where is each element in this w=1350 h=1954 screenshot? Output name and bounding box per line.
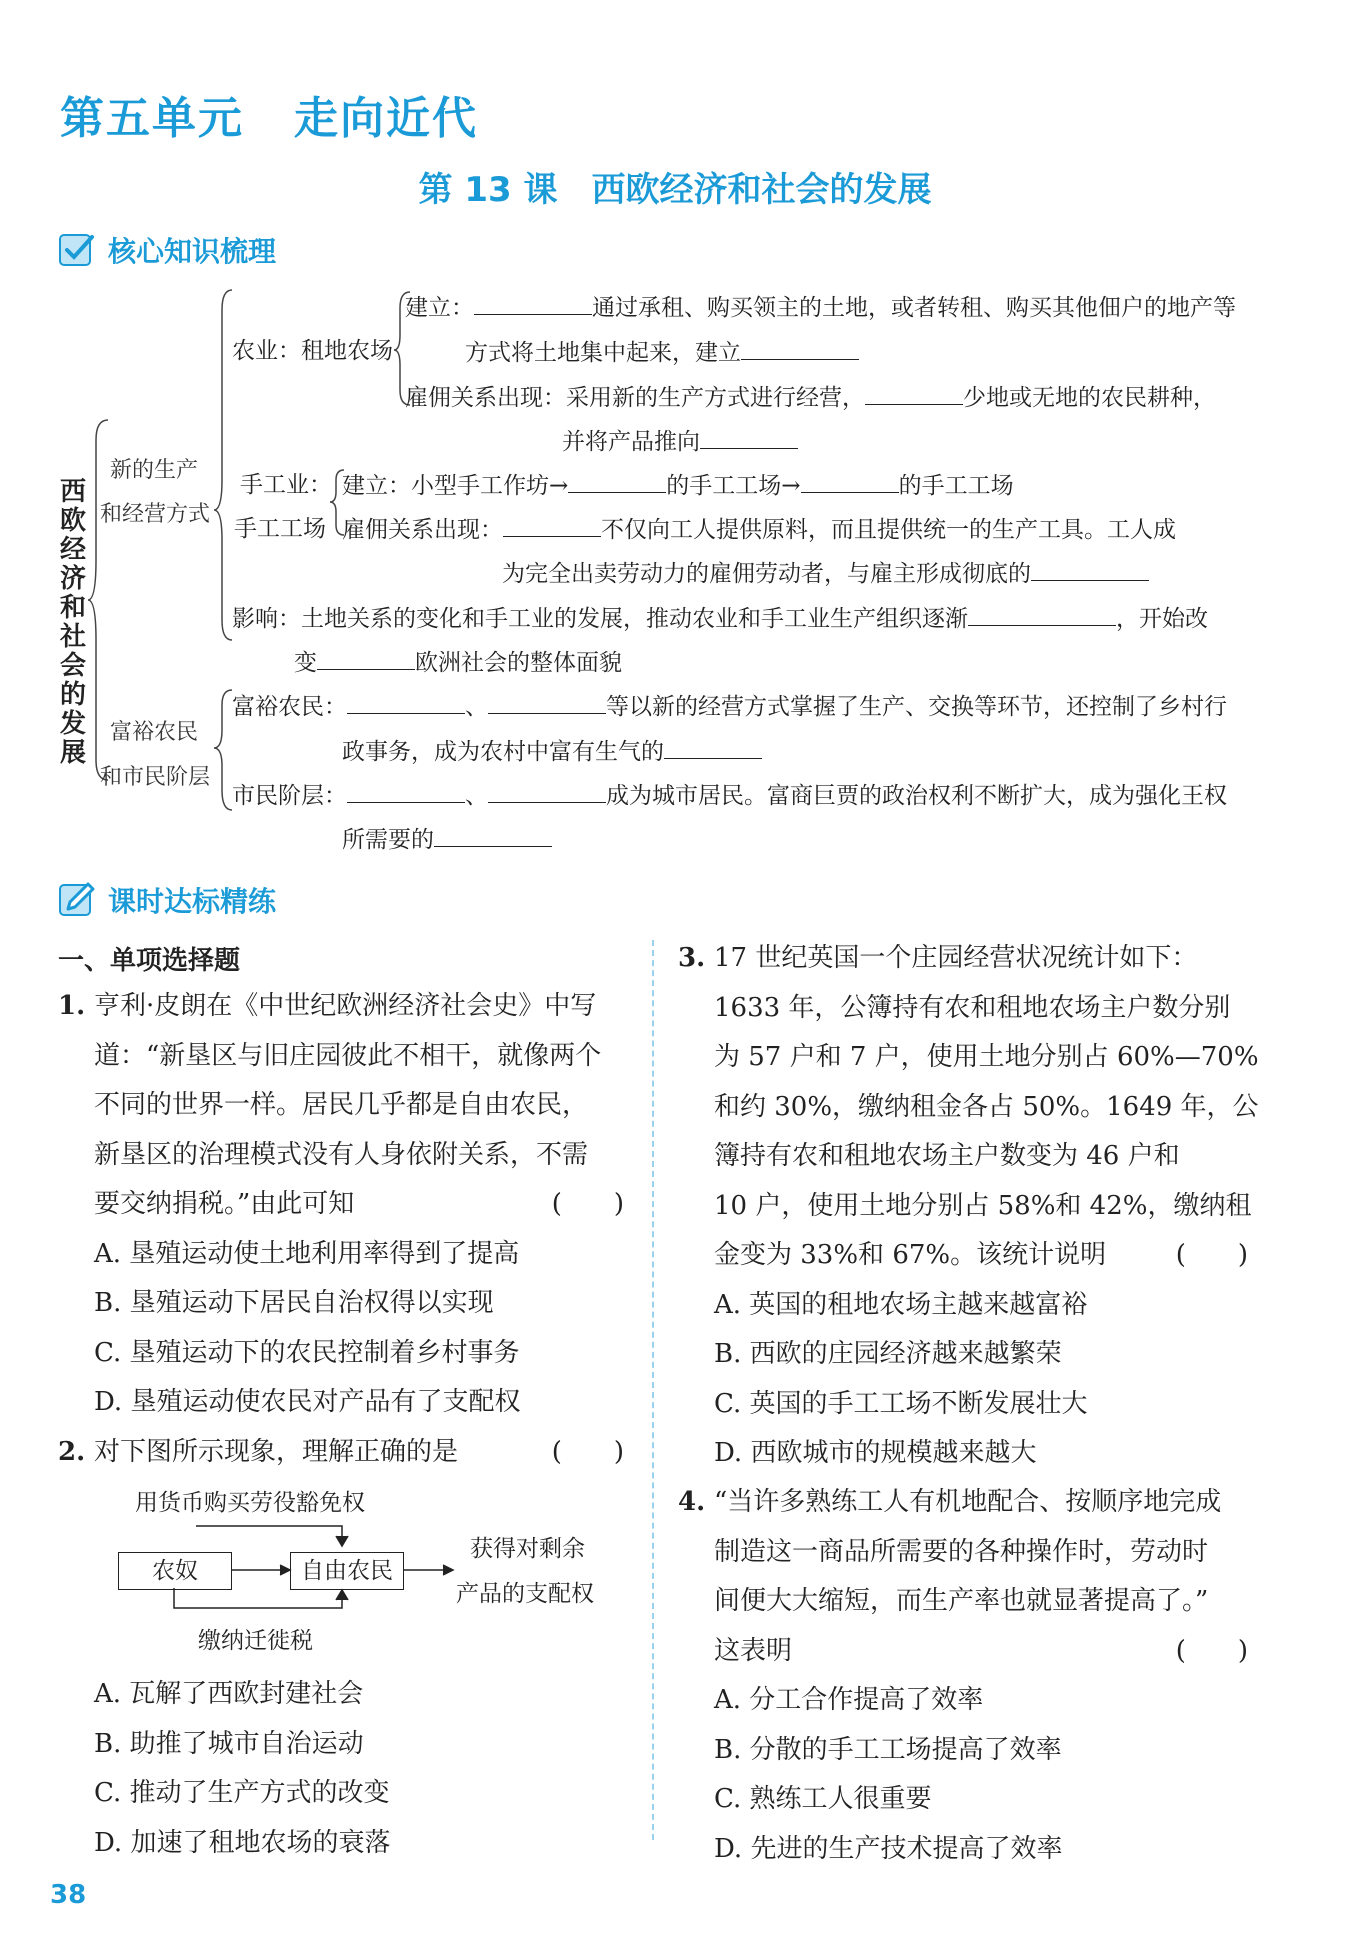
impact-line: 影响：土地关系的变化和手工业的发展，推动农业和手工业生产组织逐渐 ，开始改 xyxy=(232,601,1208,634)
lesson-number: 第 13 课 xyxy=(418,170,558,210)
column-divider xyxy=(652,940,654,1840)
hand-label-2: 手工工场 xyxy=(234,516,326,542)
fill-blank[interactable] xyxy=(434,822,552,847)
section-title: 课时达标精练 xyxy=(108,885,277,918)
question-number: 2. xyxy=(58,1437,86,1467)
option-d[interactable]: D. 先进的生产技术提高了效率 xyxy=(714,1833,1063,1864)
page-number: 38 xyxy=(50,1880,87,1910)
branch-label-classes-2: 和市民阶层 xyxy=(100,765,211,790)
unit-number: 第五单元 xyxy=(60,93,244,144)
diagram-label-right-2: 产品的支配权 xyxy=(456,1581,594,1607)
option-b[interactable]: B. 垦殖运动下居民自治权得以实现 xyxy=(94,1288,494,1318)
option-a[interactable]: A. 垦殖运动使土地利用率得到了提高 xyxy=(94,1238,520,1269)
option-c[interactable]: C. 熟练工人很重要 xyxy=(714,1784,932,1814)
branch-label-production: 新的生产 xyxy=(110,458,199,483)
answer-parens[interactable]: ( ) xyxy=(551,1437,624,1467)
diagram-label-right: 获得对剩余 xyxy=(470,1536,585,1562)
fill-blank[interactable] xyxy=(317,645,415,670)
option-c[interactable]: C. 英国的手工工场不断发展壮大 xyxy=(714,1388,1088,1419)
question-3: 3. 17 世纪英国一个庄园经营状况统计如下： 1633 年，公簿持有农和租地农场主户数分别 为 57 户和 7 户，使用土地分别占 60%—70% 和约 30%，缴纳租金各占 50%。1649 年，公 簿持有农和租地农场主户数变为 46 户和 10 户，使用土地分别占 58%和 42%，缴纳租 金变为 33%和 67%。该统计说明 ( ) A. 英国的租地农场主越来越富裕 B. 西欧的庄园经济越来越繁荣 C. 英国的手工工场不断发展壮大 D. 西欧城市的规模越来越大 xyxy=(678,934,1248,1479)
fill-blank[interactable] xyxy=(865,380,963,405)
pencil-icon xyxy=(58,881,96,919)
question-4: 4. “当许多熟练工人有机地配合、按顺序地完成 制造这一商品所需要的各种操作时，劳动时 间便大大缩短，而生产率也就显著提高了。” 这表明 ( ) A. 分工合作提高了效率 B. 分散的手工工场提高了效率 C. 熟练工人很重要 D. 先进的生产技术提高了效率 xyxy=(678,1478,1248,1874)
answer-parens[interactable]: ( ) xyxy=(1175,1240,1248,1270)
branch-label-classes: 富裕农民 xyxy=(110,720,199,745)
diagram-label-bottom: 缴纳迁徙税 xyxy=(198,1628,313,1654)
option-b[interactable]: B. 西欧的庄园经济越来越繁荣 xyxy=(714,1339,1062,1369)
impact-line-2: 变 欧洲社会的整体面貌 xyxy=(294,645,622,678)
hand-build-line: 建立：小型手工作坊→ 的手工工场→ 的手工工场 xyxy=(342,468,1014,501)
option-b[interactable]: B. 助推了城市自治运动 xyxy=(94,1728,364,1759)
fill-blank[interactable] xyxy=(700,424,798,449)
answer-parens[interactable]: ( ) xyxy=(1175,1635,1248,1666)
option-d[interactable]: D. 加速了租地农场的衰落 xyxy=(94,1827,391,1858)
question-1: 1. 亨利·皮朗在《中世纪欧洲经济社会史》中写 道：“新垦区与旧庄园彼此不相干，就像两个 不同的世界一样。居民几乎都是自由农民， 新垦区的治理模式没有人身依附关系，不需 要交纳捐税。”由此可知 ( ) A. 垦殖运动使土地利用率得到了提高 B. 垦殖运动下居民自治权得以实现 C. 垦殖运动下的农民控制着乡村事务 D. 垦殖运动使农民对产品有了支配权 xyxy=(58,982,624,1428)
hand-employment-line-2: 为完全出卖劳动力的雇佣劳动者，与雇主形成彻底的 xyxy=(502,556,1149,589)
mindmap-root: 西欧经济和社会的发展 xyxy=(59,477,86,768)
question-2: 2. 对下图所示现象，理解正确的是 ( ) xyxy=(58,1428,624,1478)
citizen-line: 市民阶层： 、 成为城市居民。富商巨贾的政治权利不断扩大，成为强化王权 xyxy=(232,778,1227,811)
rich-peasant-line: 富裕农民： 、 等以新的经营方式掌握了生产、交换等环节，还控制了乡村行 xyxy=(232,689,1227,722)
hand-label: 手工业： xyxy=(240,472,332,498)
fill-blank[interactable] xyxy=(503,512,601,537)
fill-blank[interactable] xyxy=(1031,556,1149,581)
question-number: 3. xyxy=(678,943,706,973)
fill-blank[interactable] xyxy=(474,290,592,315)
section-heading-exercises xyxy=(58,880,276,920)
option-d[interactable]: D. 垦殖运动使农民对产品有了支配权 xyxy=(94,1387,521,1417)
diagram-box-serf: 农奴 xyxy=(118,1552,232,1590)
diagram-box-free-peasant: 自由农民 xyxy=(290,1552,404,1590)
option-a[interactable]: A. 英国的租地农场主越来越富裕 xyxy=(714,1289,1088,1320)
fill-blank[interactable] xyxy=(488,778,606,803)
agri-employment-line: 雇佣关系出现：采用新的生产方式进行经营， 少地或无地的农民耕种， xyxy=(405,380,1216,413)
agri-build-line-2: 方式将土地集中起来，建立 xyxy=(465,335,859,368)
branch-label-production-2: 和经营方式 xyxy=(100,502,211,527)
fill-blank[interactable] xyxy=(347,778,465,803)
fill-blank[interactable] xyxy=(741,335,859,360)
agri-employment-line-2: 并将产品推向 xyxy=(562,424,798,457)
fill-blank[interactable] xyxy=(488,689,606,714)
hand-employment-line: 雇佣关系出现： 不仅向工人提供原料，而且提供统一的生产工具。工人成 xyxy=(342,512,1176,545)
section-title: 核心知识梳理 xyxy=(108,235,277,268)
question-number: 4. xyxy=(678,1487,706,1517)
fill-blank[interactable] xyxy=(664,734,762,759)
diagram-label-top: 用货币购买劳役豁免权 xyxy=(135,1490,365,1516)
fill-blank[interactable] xyxy=(968,601,1116,626)
question-number: 1. xyxy=(58,991,86,1021)
part-heading: 一、单项选择题 xyxy=(58,946,241,976)
question-2-options xyxy=(58,1670,624,1868)
option-b[interactable]: B. 分散的手工工场提高了效率 xyxy=(714,1734,1062,1765)
agri-build-line: 建立： 通过承租、购买领主的土地，或者转租、购买其他佃户的地产等 xyxy=(405,290,1236,323)
option-c[interactable]: C. 推动了生产方式的改变 xyxy=(94,1778,390,1808)
option-c[interactable]: C. 垦殖运动下的农民控制着乡村事务 xyxy=(94,1337,520,1368)
fill-blank[interactable] xyxy=(347,689,465,714)
fill-blank[interactable] xyxy=(568,468,666,493)
agri-label: 农业：租地农场 xyxy=(232,338,393,364)
unit-name: 走向近代 xyxy=(294,93,478,144)
citizen-line-2: 所需要的 xyxy=(342,822,552,855)
option-a[interactable]: A. 分工合作提高了效率 xyxy=(714,1685,984,1715)
answer-parens[interactable]: ( ) xyxy=(551,1189,624,1219)
option-d[interactable]: D. 西欧城市的规模越来越大 xyxy=(714,1438,1037,1468)
rich-peasant-line-2: 政事务，成为农村中富有生气的 xyxy=(342,734,762,767)
option-a[interactable]: A. 瓦解了西欧封建社会 xyxy=(94,1679,364,1709)
lesson-name: 西欧经济和社会的发展 xyxy=(591,170,932,210)
fill-blank[interactable] xyxy=(801,468,899,493)
